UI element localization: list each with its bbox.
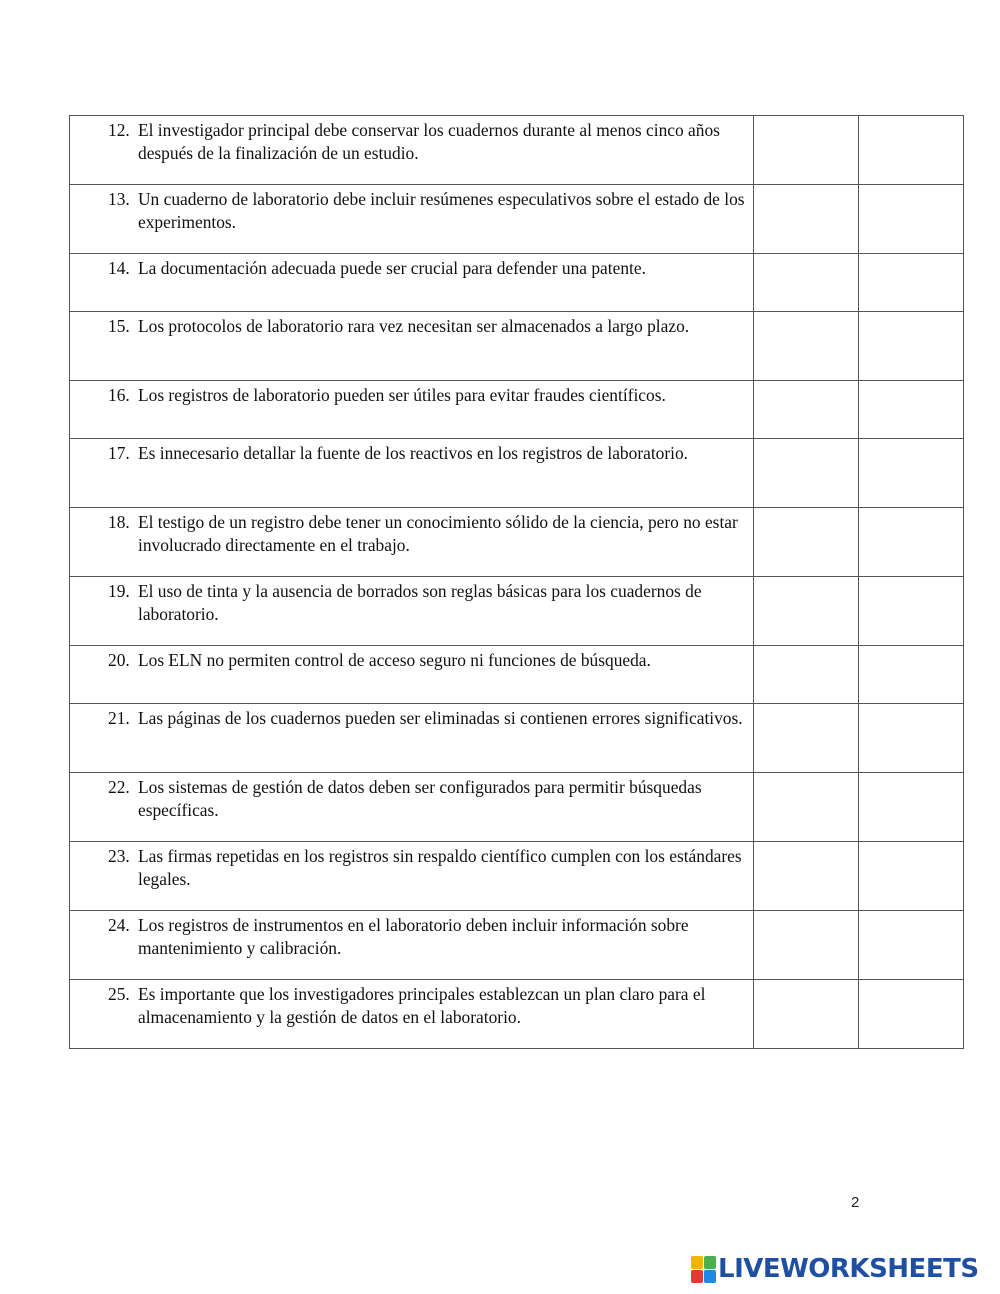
- question-cell: [70, 773, 754, 842]
- question-row: [70, 116, 964, 185]
- answer-cell-1[interactable]: [754, 381, 859, 439]
- question-number: 12.: [108, 120, 130, 140]
- answer-cell-2[interactable]: [859, 254, 964, 312]
- question-cell: [70, 980, 754, 1049]
- answer-cell-2[interactable]: [859, 312, 964, 381]
- answer-cell-1[interactable]: [754, 773, 859, 842]
- question-text: Las firmas repetidas en los registros sin respaldo científico cumplen con los estándares legales.: [138, 846, 742, 889]
- question-cell: [70, 842, 754, 911]
- question-row: [70, 704, 964, 773]
- question-text: Los ELN no permiten control de acceso seguro ni funciones de búsqueda.: [138, 650, 651, 670]
- answer-cell-1[interactable]: [754, 312, 859, 381]
- question-text: Los sistemas de gestión de datos deben ser configurados para permitir búsquedas específicas.: [138, 777, 702, 820]
- question-row: [70, 312, 964, 381]
- question-row: [70, 980, 964, 1049]
- answer-cell-2[interactable]: [859, 577, 964, 646]
- question-cell: [70, 508, 754, 577]
- question-row: [70, 439, 964, 508]
- answer-cell-1[interactable]: [754, 646, 859, 704]
- question-text: Es innecesario detallar la fuente de los reactivos en los registros de laboratorio.: [138, 443, 689, 463]
- question-row: [70, 577, 964, 646]
- answer-cell-2[interactable]: [859, 842, 964, 911]
- brand-blocks-icon: [691, 1256, 715, 1282]
- question-text: El testigo de un registro debe tener un conocimiento sólido de la ciencia, pero no estar involucrado directamente en el trabajo.: [138, 512, 738, 555]
- question-row: [70, 508, 964, 577]
- question-text: El investigador principal debe conservar los cuadernos durante al menos cinco años después de la finalización de un estudio.: [138, 120, 720, 163]
- question-number: 25.: [108, 984, 130, 1004]
- question-row: [70, 381, 964, 439]
- question-number: 19.: [108, 581, 130, 601]
- answer-cell-1[interactable]: [754, 254, 859, 312]
- question-cell: [70, 116, 754, 185]
- question-text: Los protocolos de laboratorio rara vez necesitan ser almacenados a largo plazo.: [138, 316, 690, 336]
- question-number: 13.: [108, 189, 130, 209]
- answer-cell-1[interactable]: [754, 704, 859, 773]
- answer-cell-1[interactable]: [754, 116, 859, 185]
- question-text: Es importante que los investigadores principales establezcan un plan claro para el almacenamiento y la gestión de datos en el laboratorio.: [138, 984, 706, 1027]
- questions-table: [69, 115, 964, 1049]
- question-cell: [70, 185, 754, 254]
- question-row: [70, 254, 964, 312]
- question-number: 22.: [108, 777, 130, 797]
- liveworksheets-logo: [691, 1253, 979, 1285]
- answer-cell-1[interactable]: [754, 842, 859, 911]
- question-cell: [70, 577, 754, 646]
- answer-cell-2[interactable]: [859, 704, 964, 773]
- question-row: [70, 773, 964, 842]
- question-text: Un cuaderno de laboratorio debe incluir resúmenes especulativos sobre el estado de los experimentos.: [138, 189, 745, 232]
- question-text: Los registros de laboratorio pueden ser útiles para evitar fraudes científicos.: [138, 385, 666, 405]
- brand-name: LIVEWORKSHEETS: [718, 1254, 979, 1284]
- question-number: 18.: [108, 512, 130, 532]
- question-cell: [70, 254, 754, 312]
- question-cell: [70, 381, 754, 439]
- question-text: Los registros de instrumentos en el laboratorio deben incluir información sobre mantenimiento y calibración.: [138, 915, 689, 958]
- question-number: 23.: [108, 846, 130, 866]
- answer-cell-1[interactable]: [754, 911, 859, 980]
- answer-cell-2[interactable]: [859, 116, 964, 185]
- question-number: 15.: [108, 316, 130, 336]
- answer-cell-2[interactable]: [859, 185, 964, 254]
- question-text: El uso de tinta y la ausencia de borrados son reglas básicas para los cuadernos de laboratorio.: [138, 581, 702, 624]
- answer-cell-1[interactable]: [754, 577, 859, 646]
- question-number: 20.: [108, 650, 130, 670]
- answer-cell-2[interactable]: [859, 508, 964, 577]
- question-row: [70, 185, 964, 254]
- answer-cell-1[interactable]: [754, 508, 859, 577]
- answer-cell-2[interactable]: [859, 381, 964, 439]
- answer-cell-1[interactable]: [754, 185, 859, 254]
- answer-cell-2[interactable]: [859, 980, 964, 1049]
- question-number: 24.: [108, 915, 130, 935]
- question-cell: [70, 312, 754, 381]
- question-row: [70, 842, 964, 911]
- question-text: La documentación adecuada puede ser crucial para defender una patente.: [138, 258, 646, 278]
- answer-cell-1[interactable]: [754, 980, 859, 1049]
- question-number: 17.: [108, 443, 130, 463]
- question-row: [70, 911, 964, 980]
- answer-cell-1[interactable]: [754, 439, 859, 508]
- answer-cell-2[interactable]: [859, 773, 964, 842]
- answer-cell-2[interactable]: [859, 911, 964, 980]
- question-number: 21.: [108, 708, 130, 728]
- question-cell: [70, 439, 754, 508]
- question-cell: [70, 646, 754, 704]
- answer-cell-2[interactable]: [859, 439, 964, 508]
- question-cell: [70, 704, 754, 773]
- question-number: 14.: [108, 258, 130, 278]
- question-cell: [70, 911, 754, 980]
- page-number: 2: [851, 1194, 860, 1211]
- question-number: 16.: [108, 385, 130, 405]
- question-row: [70, 646, 964, 704]
- answer-cell-2[interactable]: [859, 646, 964, 704]
- question-text: Las páginas de los cuadernos pueden ser eliminadas si contienen errores significativos.: [138, 708, 743, 728]
